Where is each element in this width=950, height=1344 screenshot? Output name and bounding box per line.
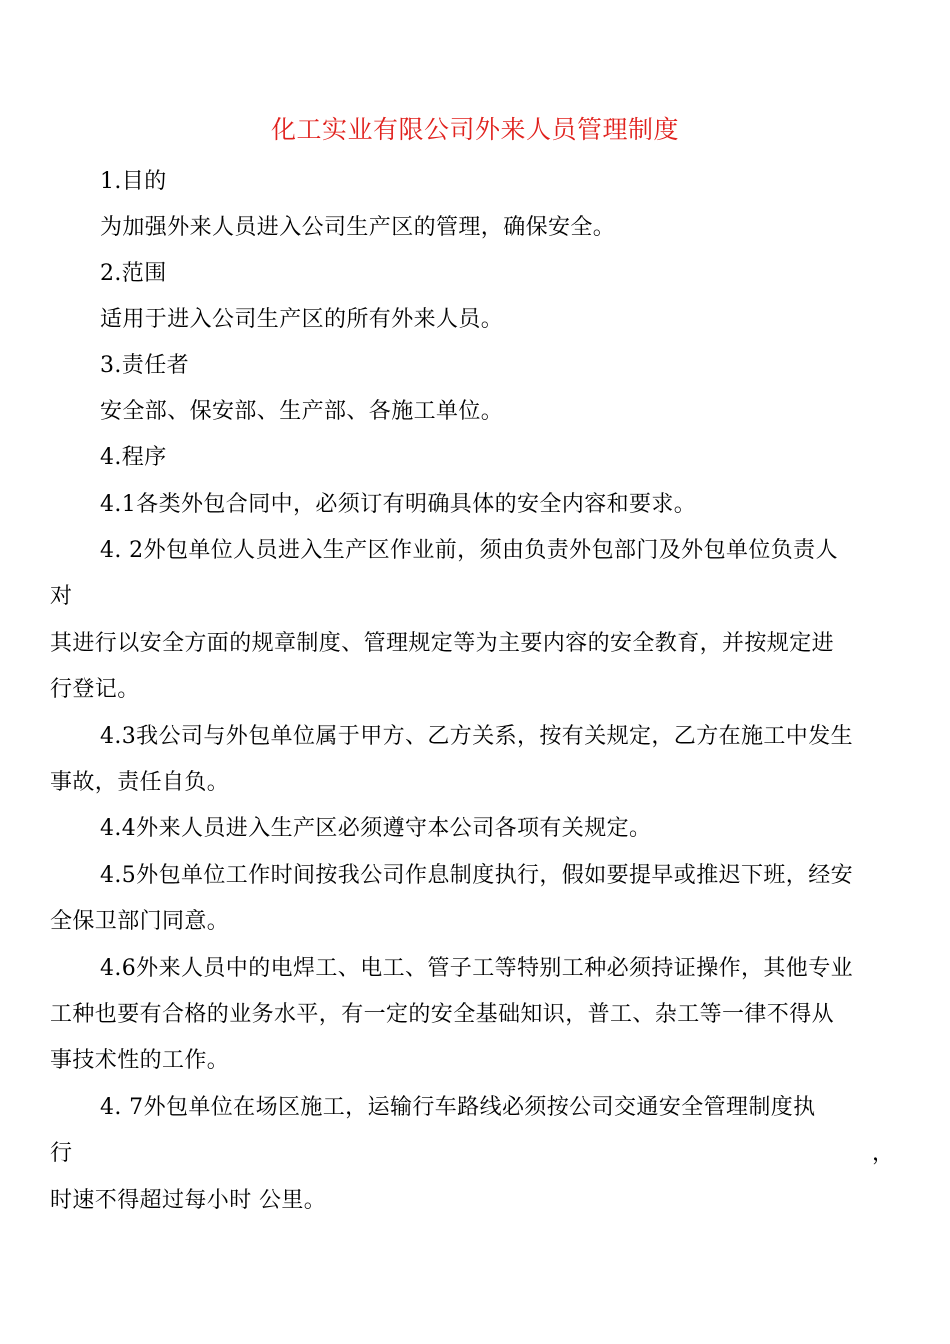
clause-4-7-trailing-comma: ， — [872, 1141, 895, 1166]
clause-4-3-line1: 4.3我公司与外包单位属于甲方、乙方关系，按有关规定，乙方在施工中发生 — [100, 724, 853, 749]
responsible-text: 安全部、保安部、生产部、各施工单位。 — [100, 399, 504, 424]
clause-4-6-line3: 事技术性的工作。 — [50, 1048, 230, 1073]
clause-4-5-line2: 全保卫部门同意。 — [50, 909, 230, 934]
section-heading-scope: 2.范围 — [100, 261, 167, 286]
clause-4-7-line1: 4. 7外包单位在场区施工，运输行车路线必须按公司交通安全管理制度执 — [100, 1095, 816, 1120]
clause-4-5-line1: 4.5外包单位工作时间按我公司作息制度执行，假如要提早或推迟下班，经安 — [100, 863, 853, 888]
document-title: 化工实业有限公司外来人员管理制度 — [270, 115, 679, 144]
purpose-text: 为加强外来人员进入公司生产区的管理，确保安全。 — [100, 215, 616, 240]
clause-4-1: 4.1各类外包合同中，必须订有明确具体的安全内容和要求。 — [100, 492, 697, 517]
clause-4-6-line1: 4.6外来人员中的电焊工、电工、管子工等特别工种必须持证操作，其他专业 — [100, 956, 853, 981]
clause-4-3-line2: 事故，责任自负。 — [50, 770, 230, 795]
clause-4-2-line4: 行登记。 — [50, 677, 140, 702]
clause-4-2-line1: 4. 2外包单位人员进入生产区作业前，须由负责外包部门及外包单位负责人 — [100, 538, 838, 563]
section-heading-purpose: 1.目的 — [100, 169, 167, 194]
section-heading-responsible: 3.责任者 — [100, 353, 189, 378]
clause-4-4: 4.4外来人员进入生产区必须遵守本公司各项有关规定。 — [100, 816, 652, 841]
scope-text: 适用于进入公司生产区的所有外来人员。 — [100, 307, 504, 332]
clause-4-6-line2: 工种也要有合格的业务水平，有一定的安全基础知识，普工、杂工等一律不得从 — [50, 1002, 835, 1027]
clause-4-7-line2: 行 — [50, 1141, 73, 1166]
clause-4-7-line3: 时速不得超过每小时 公里。 — [50, 1188, 327, 1213]
clause-4-2-line2: 对 — [50, 584, 73, 609]
section-heading-procedure: 4.程序 — [100, 445, 167, 470]
clause-4-2-line3: 其进行以安全方面的规章制度、管理规定等为主要内容的安全教育，并按规定进 — [50, 631, 835, 656]
